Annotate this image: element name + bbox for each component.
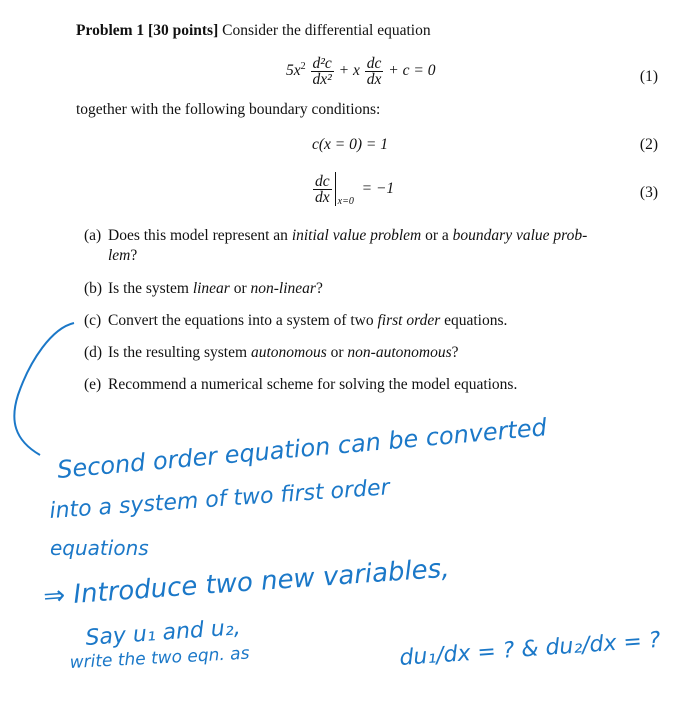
- part-a: (a) Does this model represent an initial value problem or a boundary value prob- lem?: [84, 227, 588, 264]
- together-text: together with the following boundary conditions:: [76, 101, 381, 118]
- eq1-frac1: $\frac{\text{d²c}}{\text{dx²}}$: [312, 55, 332, 88]
- hw-line-2: into a system of two first order: [48, 475, 391, 524]
- bracket-curve: [14, 323, 74, 455]
- part-c: (c) Convert the equations into a system of two first order equations.: [84, 312, 508, 329]
- problem-label: Problem 1: [76, 22, 145, 39]
- hw-line-6b: du₁/dx = ? & du₂/dx = ?: [398, 627, 662, 671]
- eq1-rest: + c = 0: [388, 62, 436, 80]
- hw-line-4: ⇒ Introduce two new variables,: [42, 553, 451, 612]
- problem-header: [76, 22, 431, 40]
- part-b: (b) Is the system linear or non-linear?: [84, 280, 323, 297]
- eq3-sub: x=0: [337, 196, 354, 207]
- eq3-rest: = −1: [361, 180, 395, 197]
- hw-line-6: write the two eqn. as: [69, 643, 250, 673]
- problem-intro: Consider the differential equation: [222, 22, 431, 39]
- eq1-coef: 5x: [286, 62, 301, 80]
- hw-line-1: Second order equation can be converted: [56, 413, 548, 484]
- hw-line-3: equations: [50, 536, 149, 560]
- hw-line-5: Say u₁ and u₂,: [84, 615, 242, 651]
- eq3-number: (3): [639, 184, 658, 201]
- eq1-sup: 2: [300, 60, 306, 72]
- eq1-frac2: $\frac{dc}{dx}$: [366, 55, 382, 88]
- eq1-plus-x: + x: [338, 62, 360, 80]
- eq3-frac: $\frac{dc}{dx}$: [315, 172, 330, 206]
- eq2-number: (2): [639, 136, 658, 153]
- eq3-eval-bar: [335, 172, 354, 207]
- problem-points: [30 points]: [148, 22, 219, 39]
- part-d: (d) Is the resulting system autonomous or non-autonomous?: [84, 344, 459, 361]
- eq2-text: c(x = 0) = 1: [312, 136, 389, 153]
- eq1-number: (1): [639, 68, 658, 85]
- part-e: (e) Recommend a numerical scheme for solving the model equations.: [84, 376, 518, 393]
